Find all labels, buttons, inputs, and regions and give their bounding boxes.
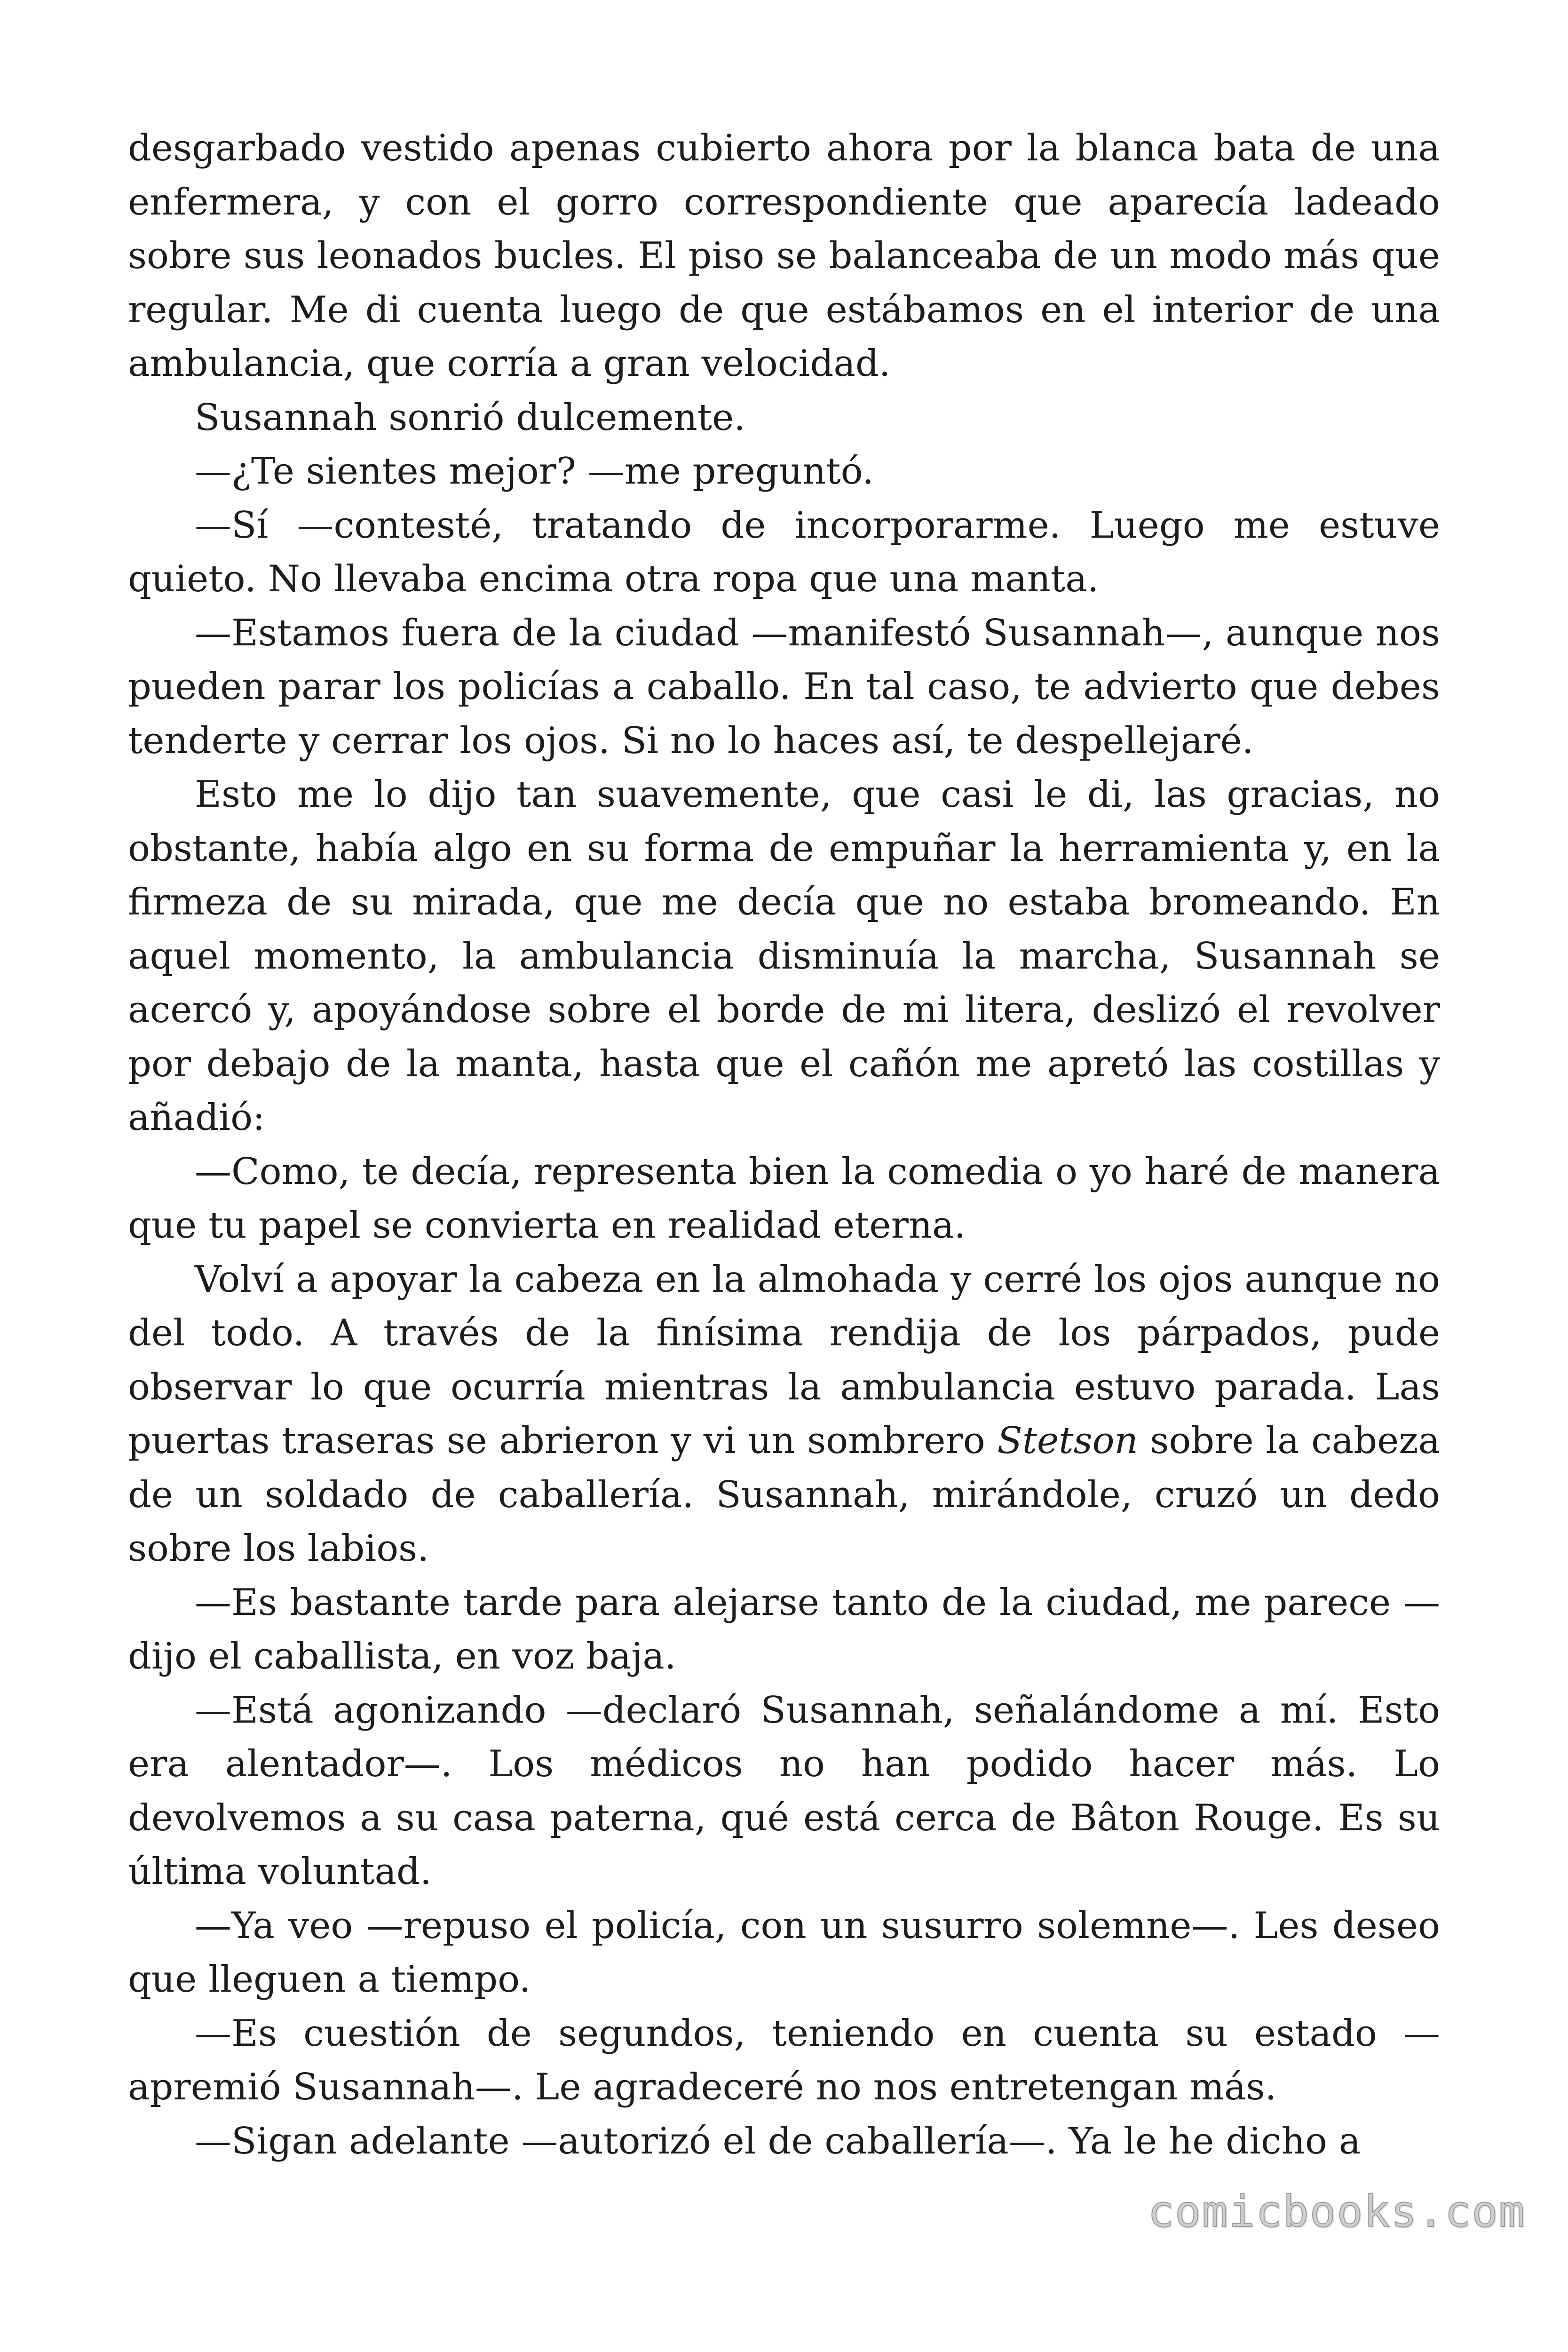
paragraph-10: —Está agonizando —declaró Susannah, señalándome a mí. Esto era alentador—. Los médicos no han podido hacer más. Lo devolvemos a su casa paterna, qué está cerca de Bâton Rouge. Es su última voluntad. — [128, 1689, 1440, 1893]
paragraph-5: —Estamos fuera de la ciudad —manifestó Susannah—, aunque nos pueden parar los policías a caballo. En tal caso, te advierto que debes tenderte y cerrar los ojos. Si no lo haces así, te despellejaré. — [128, 612, 1440, 762]
paragraph-12: —Es cuestión de segundos, teniendo en cuenta su estado —apremió Susannah—. Le agradeceré no nos entretengan más. — [128, 2012, 1440, 2108]
paragraph-3: —¿Te sientes mejor? —me preguntó. — [195, 450, 874, 493]
body-text — [128, 121, 1440, 2168]
paragraph-7: —Como, te decía, representa bien la comedia o yo haré de manera que tu papel se convierta en realidad eterna. — [128, 1150, 1440, 1247]
paragraph-8-after: sobre la cabeza de un soldado de caballería. Susannah, mirándole, cruzó un dedo sobre los labios. — [128, 1420, 1440, 1570]
paragraph-6: Esto me lo dijo tan suavemente, que casi le di, las gracias, no obstante, había algo en su forma de empuñar la herramienta y, en la firmeza de su mirada, que me decía que no estaba bromeando. En aquel momento, la ambulancia disminuía la marcha, Susannah se acercó y, apoyándose sobre el borde de mi litera, deslizó el revolver por debajo de la manta, hasta que el cañón me apretó las costillas y añadió: — [128, 773, 1440, 1139]
paragraph-13: —Sigan adelante —autorizó el de caballería—. Ya le he dicho a — [195, 2120, 1361, 2162]
paragraph-8-before: Volví a apoyar la cabeza en la almohada y cerré los ojos aunque no del todo. A través de la finísima rendija de los párpados, pude observar lo que ocurría mientras la ambulancia estuvo parada. Las puertas traseras se abrieron y vi un sombrero — [128, 1258, 1440, 1462]
watermark-logo: comicbooks.com — [1148, 2186, 1526, 2237]
paragraph-1: desgarbado vestido apenas cubierto ahora por la blanca bata de una enfermera, y con el gorro correspondiente que aparecía ladeado sobre sus leonados bucles. El piso se balanceaba de un modo más que regular. Me di cuenta luego de que estábamos en el interior de una ambulancia, que corría a gran velocidad. — [128, 127, 1440, 385]
paragraph-9: —Es bastante tarde para alejarse tanto de la ciudad, me parece —dijo el caballista, en voz baja. — [128, 1581, 1440, 1677]
paragraph-11: —Ya veo —repuso el policía, con un susurro solemne—. Les deseo que lleguen a tiempo. — [128, 1904, 1440, 2001]
paragraph-8 — [128, 1253, 1440, 1576]
italic-word: Stetson — [997, 1420, 1138, 1462]
paragraph-4: —Sí —contesté, tratando de incorporarme. Luego me estuve quieto. No llevaba encima otra ropa que una manta. — [128, 504, 1440, 600]
paragraph-2: Susannah sonrió dulcemente. — [195, 396, 746, 439]
